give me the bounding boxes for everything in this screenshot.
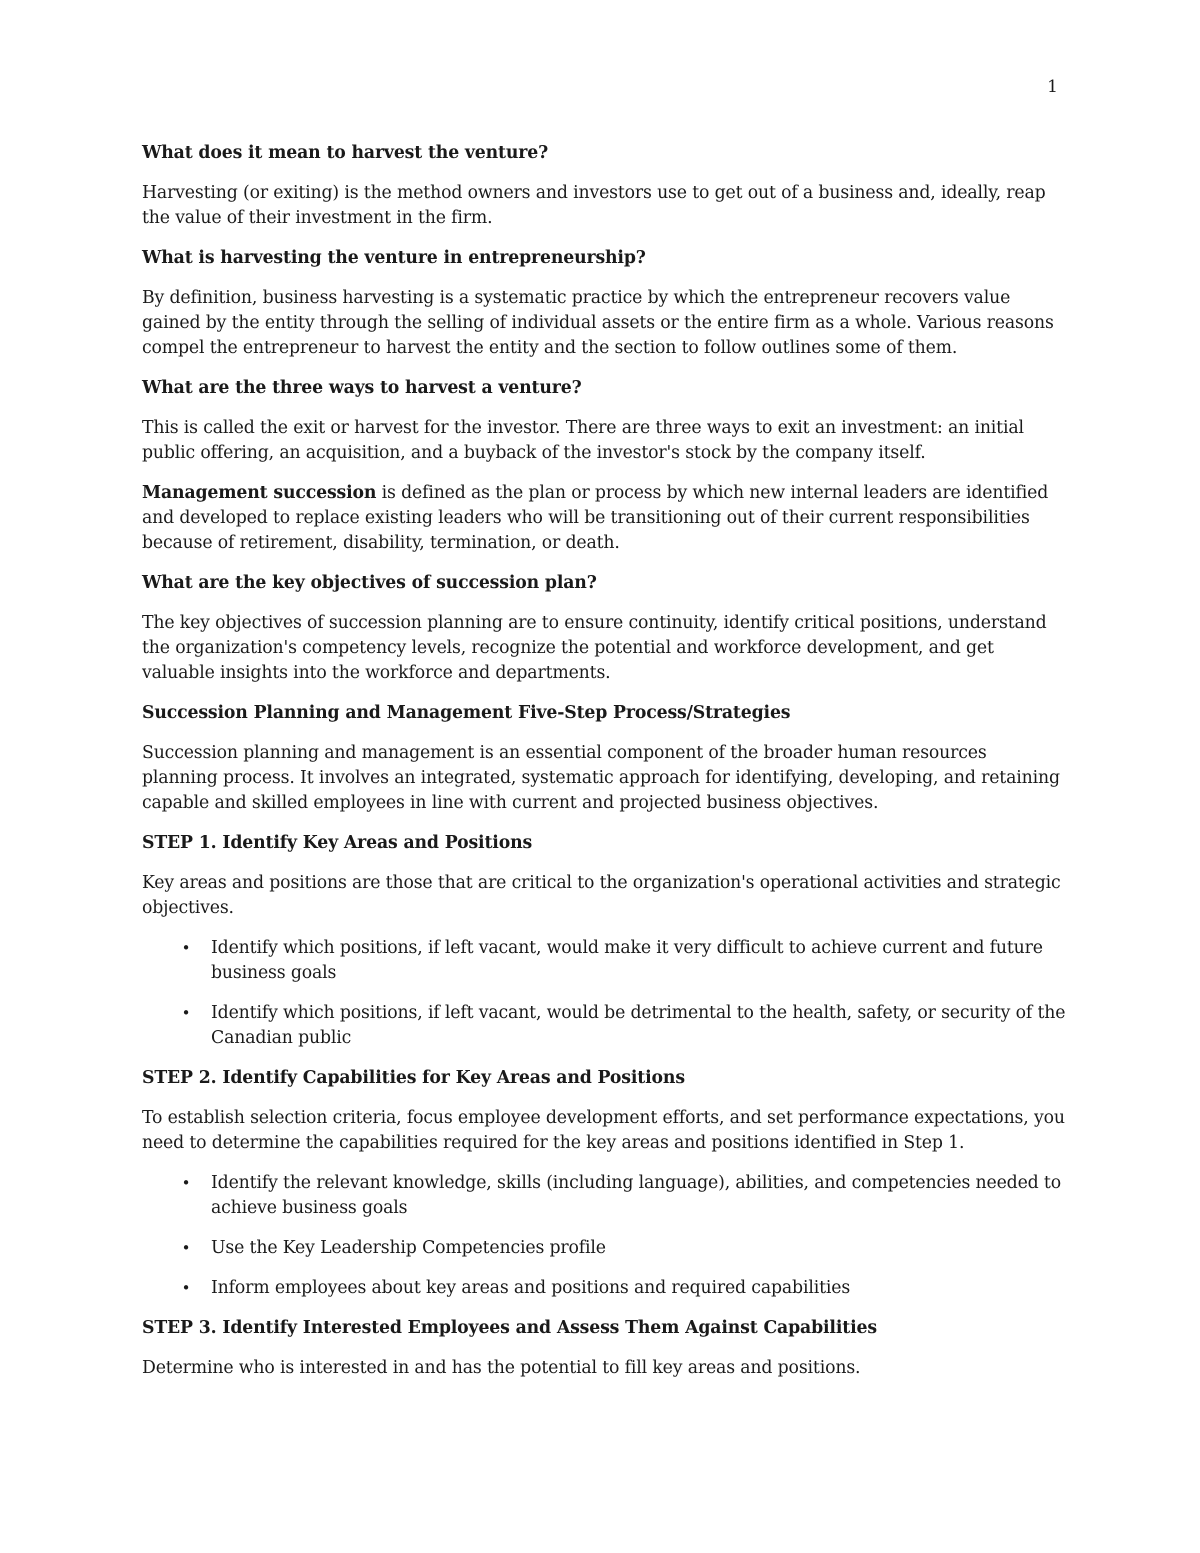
- heading-three-ways: What are the three ways to harvest a venture?: [142, 378, 582, 398]
- paragraph-harvest-meaning: Harvesting (or exiting) is the method owners and investors use to get out of a business and, ideally, reap the value of their investment in the firm.: [142, 183, 1046, 228]
- bullet-icon: •: [181, 939, 191, 957]
- heading-harvest-meaning: What does it mean to harvest the venture?: [142, 143, 549, 163]
- document-body: [142, 141, 1067, 1396]
- list-item: [142, 1236, 1067, 1261]
- list-item: [142, 936, 1067, 986]
- paragraph-step-3: Determine who is interested in and has the potential to fill key areas and positions.: [142, 1358, 861, 1378]
- definition-management-succession: is defined as the plan or process by which new internal leaders are identified and developed to replace existing leaders who will be transitioning out of their current responsibilities because of retirement, disability, termination, or death.: [142, 483, 1049, 553]
- page-number: 1: [1047, 77, 1058, 97]
- list-item: [142, 1171, 1067, 1221]
- paragraph-five-step-process: Succession planning and management is an essential component of the broader human resources planning process. It involves an integrated, systematic approach for identifying, developing, and retaining capable and skilled employees in line with current and projected business objectives.: [142, 743, 1060, 813]
- list-item: [142, 1276, 1067, 1301]
- paragraph-key-objectives: The key objectives of succession planning are to ensure continuity, identify critical positions, understand the organization's competency levels, recognize the potential and workforce development, and get valuable insights into the workforce and departments.: [142, 613, 1047, 683]
- list-item-text: Identify which positions, if left vacant, would make it very difficult to achieve current and future business goals: [211, 938, 1043, 983]
- paragraph-three-ways: This is called the exit or harvest for the investor. There are three ways to exit an investment: an initial public offering, an acquisition, and a buyback of the investor's stock by the company itself.: [142, 418, 1024, 463]
- list-item-text: Use the Key Leadership Competencies profile: [211, 1238, 606, 1258]
- bullet-icon: •: [181, 1239, 191, 1257]
- bullet-list-step-1: [142, 936, 1067, 1051]
- heading-step-1: STEP 1. Identify Key Areas and Positions: [142, 833, 533, 853]
- heading-step-3: STEP 3. Identify Interested Employees and Assess Them Against Capabilities: [142, 1318, 877, 1338]
- paragraph-harvesting-entrepreneurship: By definition, business harvesting is a systematic practice by which the entrepreneur recovers value gained by the entity through the selling of individual assets or the entire firm as a whole. Various reasons compel the entrepreneur to harvest the entity and the section to follow outlines some of them.: [142, 288, 1054, 358]
- bullet-icon: •: [181, 1174, 191, 1192]
- heading-key-objectives: What are the key objectives of succession plan?: [142, 573, 597, 593]
- bullet-icon: •: [181, 1279, 191, 1297]
- list-item: [142, 1001, 1067, 1051]
- list-item-text: Inform employees about key areas and positions and required capabilities: [211, 1278, 851, 1298]
- bullet-list-step-2: [142, 1171, 1067, 1301]
- list-item-text: Identify which positions, if left vacant, would be detrimental to the health, safety, or security of the Canadian public: [211, 1003, 1066, 1048]
- list-item-text: Identify the relevant knowledge, skills (including language), abilities, and competencies needed to achieve business goals: [211, 1173, 1061, 1218]
- heading-step-2: STEP 2. Identify Capabilities for Key Areas and Positions: [142, 1068, 685, 1088]
- paragraph-step-2: To establish selection criteria, focus employee development efforts, and set performance expectations, you need to determine the capabilities required for the key areas and positions identified in Step 1.: [142, 1108, 1065, 1153]
- heading-harvesting-entrepreneurship: What is harvesting the venture in entrepreneurship?: [142, 248, 646, 268]
- paragraph-step-1: Key areas and positions are those that are critical to the organization's operational activities and strategic objectives.: [142, 873, 1061, 918]
- paragraph-management-succession: [142, 481, 1067, 556]
- heading-five-step-process: Succession Planning and Management Five-Step Process/Strategies: [142, 703, 791, 723]
- term-management-succession: Management succession: [142, 483, 377, 503]
- bullet-icon: •: [181, 1004, 191, 1022]
